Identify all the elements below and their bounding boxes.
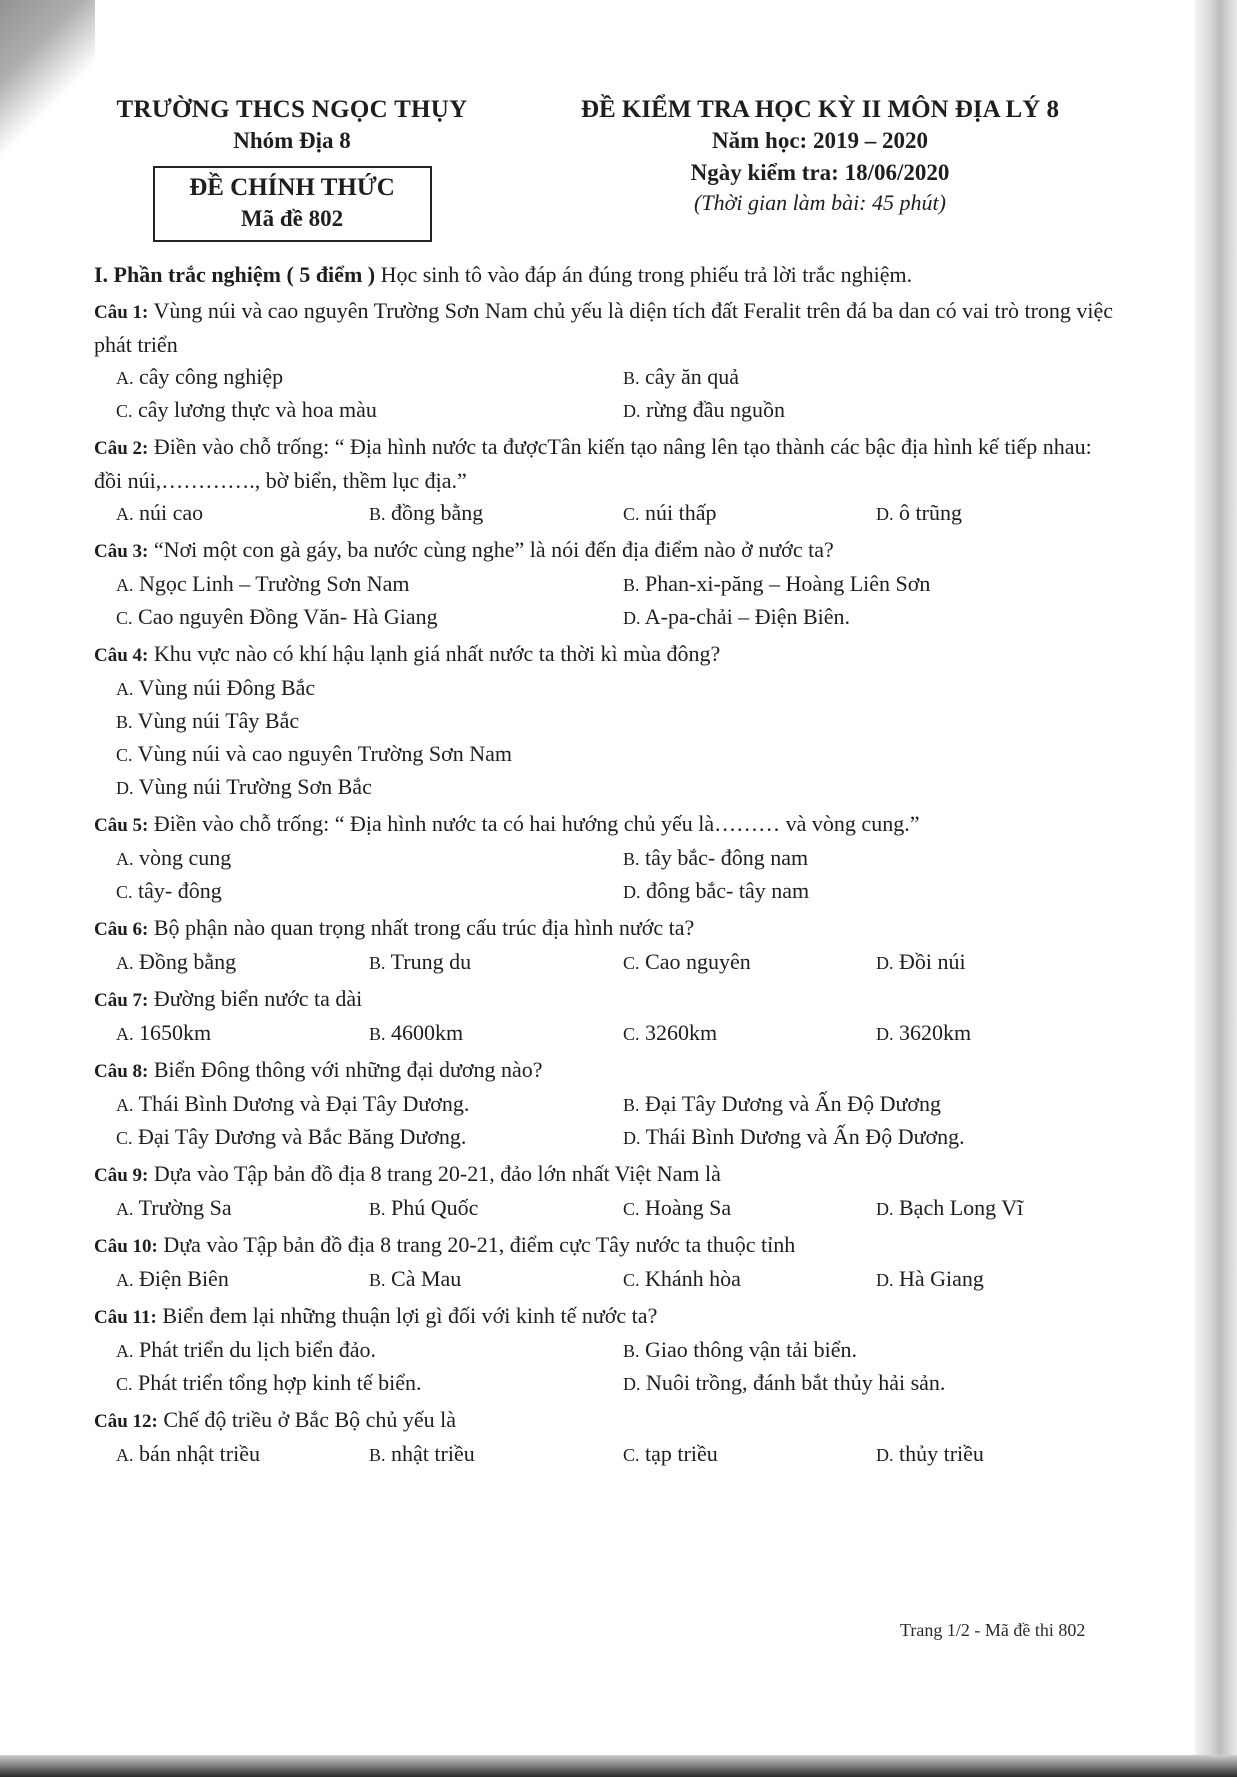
question bbox=[94, 1054, 1124, 1154]
question bbox=[94, 638, 1124, 804]
option-text: Đồi núi bbox=[899, 949, 966, 974]
answer-option bbox=[369, 1017, 623, 1050]
answer-option bbox=[876, 1263, 1126, 1296]
option-text: tạp triều bbox=[645, 1441, 718, 1466]
answer-option bbox=[623, 1367, 1123, 1400]
option-letter: C. bbox=[623, 1445, 640, 1465]
question bbox=[94, 1229, 1124, 1296]
page-footer: Trang 1/2 - Mã đề thi 802 bbox=[900, 1620, 1086, 1640]
question-label: Câu 7: bbox=[94, 990, 149, 1011]
question-body: Đường biển nước ta dài bbox=[148, 986, 363, 1011]
question-body: Chế độ triều ở Bắc Bộ chủ yếu là bbox=[157, 1407, 457, 1432]
option-letter: D. bbox=[623, 1374, 641, 1394]
question bbox=[94, 1300, 1124, 1400]
option-letter: A. bbox=[116, 1095, 134, 1115]
option-letter: B. bbox=[369, 1270, 386, 1290]
option-letter: D. bbox=[876, 1445, 894, 1465]
question bbox=[94, 295, 1124, 427]
question-text bbox=[94, 1404, 1124, 1438]
school-name: TRƯỜNG THCS NGỌC THỤY bbox=[116, 96, 468, 123]
option-letter: A. bbox=[116, 849, 134, 869]
option-text: Khánh hòa bbox=[645, 1266, 741, 1291]
option-text: cây ăn quả bbox=[645, 364, 740, 389]
answer-option bbox=[116, 394, 623, 427]
answer-options bbox=[94, 568, 1124, 634]
option-text: Phú Quốc bbox=[391, 1195, 479, 1220]
option-letter: B. bbox=[369, 1024, 386, 1044]
official-label: ĐỀ CHÍNH THỨC bbox=[189, 174, 395, 201]
option-text: Đại Tây Dương và Ấn Độ Dương bbox=[645, 1091, 942, 1116]
answer-option bbox=[116, 1088, 623, 1121]
option-text: vòng cung bbox=[139, 845, 232, 870]
option-text: tây- đông bbox=[138, 878, 222, 903]
question-label: Câu 6: bbox=[94, 919, 149, 940]
subject-group: Nhóm Địa 8 bbox=[233, 128, 351, 153]
option-text: rừng đầu nguồn bbox=[646, 397, 786, 422]
question-body: “Nơi một con gà gáy, ba nước cùng nghe” là nói đến địa điểm nào ở nước ta? bbox=[148, 537, 834, 562]
answer-option bbox=[623, 1088, 1123, 1121]
option-text: Cao nguyên Đồng Văn- Hà Giang bbox=[138, 604, 438, 629]
answer-option bbox=[623, 1438, 876, 1471]
answer-options bbox=[94, 672, 1124, 804]
option-text: đồng bằng bbox=[391, 500, 484, 525]
option-text: cây công nghiệp bbox=[139, 364, 284, 389]
answer-options bbox=[94, 1334, 1124, 1400]
answer-options bbox=[94, 1192, 1124, 1225]
answer-option bbox=[876, 497, 1126, 530]
question-label: Câu 4: bbox=[94, 645, 149, 666]
option-letter: A. bbox=[116, 1270, 134, 1290]
option-text: Vùng núi Đông Bắc bbox=[138, 675, 316, 700]
option-letter: A. bbox=[116, 504, 134, 524]
option-text: Cao nguyên bbox=[645, 949, 751, 974]
option-letter: C. bbox=[116, 608, 133, 628]
option-letter: B. bbox=[623, 1341, 640, 1361]
option-text: 1650km bbox=[139, 1020, 212, 1045]
question-text bbox=[94, 808, 1124, 842]
question-text bbox=[94, 983, 1124, 1017]
question bbox=[94, 534, 1124, 634]
answer-option bbox=[623, 946, 876, 979]
option-letter: A. bbox=[116, 575, 134, 595]
option-text: Thái Bình Dương và Ấn Độ Dương. bbox=[645, 1124, 965, 1149]
answer-option bbox=[369, 1192, 623, 1225]
option-text: Vùng núi và cao nguyên Trường Sơn Nam bbox=[137, 741, 512, 766]
option-letter: C. bbox=[116, 882, 133, 902]
answer-option bbox=[876, 1192, 1126, 1225]
option-letter: A. bbox=[116, 953, 134, 973]
question-body: Dựa vào Tập bản đồ địa 8 trang 20-21, đảo lớn nhất Việt Nam là bbox=[148, 1161, 721, 1186]
exam-title: ĐỀ KIỂM TRA HỌC KỲ II MÔN ĐỊA LÝ 8 bbox=[580, 96, 1060, 123]
question-text bbox=[94, 1300, 1124, 1334]
answer-option bbox=[116, 361, 623, 394]
option-text: Giao thông vận tải biển. bbox=[645, 1337, 858, 1362]
question-label: Câu 12: bbox=[94, 1411, 158, 1432]
answer-option bbox=[623, 497, 876, 530]
answer-option bbox=[116, 1121, 623, 1154]
option-letter: C. bbox=[116, 745, 133, 765]
option-text: Đại Tây Dương và Bắc Băng Dương. bbox=[138, 1124, 467, 1149]
option-letter: C. bbox=[623, 953, 640, 973]
option-text: 4600km bbox=[391, 1020, 464, 1045]
question bbox=[94, 912, 1124, 979]
option-letter: B. bbox=[116, 712, 133, 732]
answer-option bbox=[116, 705, 1116, 738]
option-letter: B. bbox=[623, 1095, 640, 1115]
question-body: Vùng núi và cao nguyên Trường Sơn Nam chủ yếu là diện tích đất Feralit trên đá ba dan có vai trò trong việc phát triển bbox=[94, 298, 1114, 357]
answer-option bbox=[369, 497, 623, 530]
option-text: núi cao bbox=[139, 500, 204, 525]
option-text: Điện Biên bbox=[139, 1266, 229, 1291]
option-letter: C. bbox=[116, 1128, 133, 1148]
answer-option bbox=[369, 1263, 623, 1296]
section-instruction: Học sinh tô vào đáp án đúng trong phiếu trả lời trắc nghiệm. bbox=[375, 262, 913, 287]
question-text bbox=[94, 638, 1124, 672]
question-text bbox=[94, 1229, 1124, 1263]
option-text: 3620km bbox=[899, 1020, 972, 1045]
option-text: Hà Giang bbox=[899, 1266, 984, 1291]
question-body: Bộ phận nào quan trọng nhất trong cấu trúc địa hình nước ta? bbox=[148, 915, 695, 940]
question-label: Câu 3: bbox=[94, 541, 149, 562]
answer-option bbox=[116, 1334, 623, 1367]
question-text bbox=[94, 534, 1124, 568]
section-heading bbox=[94, 258, 1124, 291]
option-text: Phan-xi-păng – Hoàng Liên Sơn bbox=[645, 571, 931, 596]
option-letter: D. bbox=[876, 1199, 894, 1219]
answer-option bbox=[116, 1192, 369, 1225]
option-letter: C. bbox=[623, 1199, 640, 1219]
answer-option bbox=[116, 672, 1116, 705]
answer-options bbox=[94, 1017, 1124, 1050]
option-letter: A. bbox=[116, 1024, 134, 1044]
option-text: Vùng núi Trường Sơn Bắc bbox=[138, 774, 372, 799]
option-text: Trung du bbox=[390, 949, 472, 974]
option-letter: B. bbox=[369, 1199, 386, 1219]
question-label: Câu 9: bbox=[94, 1165, 149, 1186]
exam-duration: (Thời gian làm bài: 45 phút) bbox=[694, 190, 946, 215]
section-title: I. Phần trắc nghiệm ( 5 điểm ) bbox=[94, 262, 376, 287]
question bbox=[94, 1404, 1124, 1471]
scan-bottom-edge bbox=[0, 1755, 1237, 1777]
option-text: Trường Sa bbox=[138, 1195, 232, 1220]
scan-page-edge bbox=[1195, 0, 1237, 1777]
option-letter: D. bbox=[623, 1128, 641, 1148]
option-text: nhật triều bbox=[391, 1441, 475, 1466]
option-text: Thái Bình Dương và Đại Tây Dương. bbox=[138, 1091, 470, 1116]
official-box bbox=[153, 166, 432, 242]
answer-option bbox=[369, 946, 623, 979]
option-text: Đồng bằng bbox=[139, 949, 237, 974]
option-letter: A. bbox=[116, 368, 134, 388]
question-list bbox=[94, 295, 1124, 1471]
question-label: Câu 11: bbox=[94, 1307, 157, 1328]
answer-option bbox=[623, 1263, 876, 1296]
school-year: Năm học: 2019 – 2020 bbox=[712, 128, 928, 153]
answer-option bbox=[623, 1334, 1123, 1367]
answer-option bbox=[623, 361, 1123, 394]
option-text: Hoàng Sa bbox=[645, 1195, 732, 1220]
answer-option bbox=[116, 1438, 369, 1471]
answer-option bbox=[116, 568, 623, 601]
option-text: Cà Mau bbox=[391, 1266, 462, 1291]
option-text: núi thấp bbox=[645, 500, 717, 525]
option-letter: B. bbox=[623, 368, 640, 388]
option-text: Phát triển du lịch biển đảo. bbox=[139, 1337, 377, 1362]
question bbox=[94, 1158, 1124, 1225]
question-label: Câu 8: bbox=[94, 1061, 149, 1082]
answer-option bbox=[369, 1438, 623, 1471]
option-letter: B. bbox=[369, 1445, 386, 1465]
option-letter: A. bbox=[116, 1199, 134, 1219]
answer-option bbox=[116, 601, 623, 634]
question-text bbox=[94, 912, 1124, 946]
option-letter: C. bbox=[623, 504, 640, 524]
answer-option bbox=[116, 1017, 369, 1050]
option-text: bán nhật triều bbox=[139, 1441, 260, 1466]
question-label: Câu 10: bbox=[94, 1236, 158, 1257]
option-text: ô trũng bbox=[899, 500, 962, 525]
option-text: Bạch Long Vĩ bbox=[899, 1195, 1024, 1220]
question-label: Câu 5: bbox=[94, 815, 149, 836]
question-text bbox=[94, 295, 1124, 361]
answer-options bbox=[94, 361, 1124, 427]
question-body: Điền vào chỗ trống: “ Địa hình nước ta đượcTân kiến tạo nâng lên tạo thành các bậc địa hình kế tiếp nhau: đồi núi,…………., bờ biển, thềm lục địa.” bbox=[94, 434, 1092, 493]
option-letter: B. bbox=[369, 504, 386, 524]
answer-option bbox=[876, 1017, 1126, 1050]
question-body: Dựa vào Tập bản đồ địa 8 trang 20-21, điểm cực Tây nước ta thuộc tỉnh bbox=[157, 1232, 796, 1257]
question-text bbox=[94, 1158, 1124, 1192]
question-text bbox=[94, 1054, 1124, 1088]
option-text: 3260km bbox=[645, 1020, 718, 1045]
question-body: Biển đem lại những thuận lợi gì đối với kinh tế nước ta? bbox=[156, 1303, 658, 1328]
option-letter: D. bbox=[623, 882, 641, 902]
option-text: tây bắc- đông nam bbox=[645, 845, 809, 870]
answer-option bbox=[623, 1017, 876, 1050]
option-letter: D. bbox=[876, 1024, 894, 1044]
option-letter: D. bbox=[623, 401, 641, 421]
answer-options bbox=[94, 1438, 1124, 1471]
option-letter: C. bbox=[623, 1270, 640, 1290]
option-letter: D. bbox=[876, 1270, 894, 1290]
option-letter: D. bbox=[876, 504, 894, 524]
option-letter: D. bbox=[623, 608, 641, 628]
answer-options bbox=[94, 1088, 1124, 1154]
answer-option bbox=[623, 568, 1123, 601]
option-letter: C. bbox=[116, 401, 133, 421]
answer-option bbox=[623, 1121, 1123, 1154]
answer-option bbox=[623, 842, 1123, 875]
option-letter: C. bbox=[623, 1024, 640, 1044]
answer-option bbox=[623, 875, 1123, 908]
header-right bbox=[540, 96, 1100, 216]
answer-option bbox=[623, 601, 1123, 634]
answer-option bbox=[116, 842, 623, 875]
answer-option bbox=[116, 497, 369, 530]
answer-option bbox=[116, 738, 1116, 771]
option-letter: A. bbox=[116, 1341, 134, 1361]
answer-option bbox=[623, 394, 1123, 427]
question-body: Biển Đông thông với những đại dương nào? bbox=[148, 1057, 543, 1082]
option-text: thủy triều bbox=[899, 1441, 984, 1466]
answer-option bbox=[623, 1192, 876, 1225]
answer-option bbox=[876, 946, 1126, 979]
answer-options bbox=[94, 1263, 1124, 1296]
option-text: cây lương thực và hoa màu bbox=[138, 397, 377, 422]
answer-options bbox=[94, 497, 1124, 530]
answer-option bbox=[116, 946, 369, 979]
header-left bbox=[92, 96, 492, 242]
option-letter: B. bbox=[369, 953, 386, 973]
option-letter: D. bbox=[116, 778, 134, 798]
question bbox=[94, 983, 1124, 1050]
answer-option bbox=[116, 1263, 369, 1296]
option-letter: A. bbox=[116, 679, 134, 699]
exam-code: Mã đề 802 bbox=[240, 206, 344, 231]
question-text bbox=[94, 431, 1124, 497]
option-text: Nuôi trồng, đánh bắt thủy hải sản. bbox=[646, 1370, 946, 1395]
answer-option bbox=[876, 1438, 1126, 1471]
option-text: Ngọc Linh – Trường Sơn Nam bbox=[139, 571, 410, 596]
answer-option bbox=[116, 771, 1116, 804]
answer-options bbox=[94, 946, 1124, 979]
option-text: A-pa-chải – Điện Biên. bbox=[644, 604, 851, 629]
option-letter: C. bbox=[116, 1374, 133, 1394]
question-label: Câu 2: bbox=[94, 438, 149, 459]
answer-option bbox=[116, 1367, 623, 1400]
option-letter: D. bbox=[876, 953, 894, 973]
exam-content bbox=[94, 258, 1124, 1475]
question-label: Câu 1: bbox=[94, 302, 149, 323]
option-text: Phát triển tổng hợp kinh tế biển. bbox=[138, 1370, 422, 1395]
option-letter: B. bbox=[623, 575, 640, 595]
answer-option bbox=[116, 875, 623, 908]
question bbox=[94, 431, 1124, 530]
question-body: Khu vực nào có khí hậu lạnh giá nhất nước ta thời kì mùa đông? bbox=[148, 641, 721, 666]
option-text: Vùng núi Tây Bắc bbox=[137, 708, 300, 733]
option-letter: B. bbox=[623, 849, 640, 869]
option-text: đông bắc- tây nam bbox=[646, 878, 810, 903]
answer-options bbox=[94, 842, 1124, 908]
question-body: Điền vào chỗ trống: “ Địa hình nước ta có hai hướng chủ yếu là……… và vòng cung.” bbox=[148, 811, 920, 836]
question bbox=[94, 808, 1124, 908]
option-letter: A. bbox=[116, 1445, 134, 1465]
exam-date: Ngày kiểm tra: 18/06/2020 bbox=[690, 160, 950, 185]
